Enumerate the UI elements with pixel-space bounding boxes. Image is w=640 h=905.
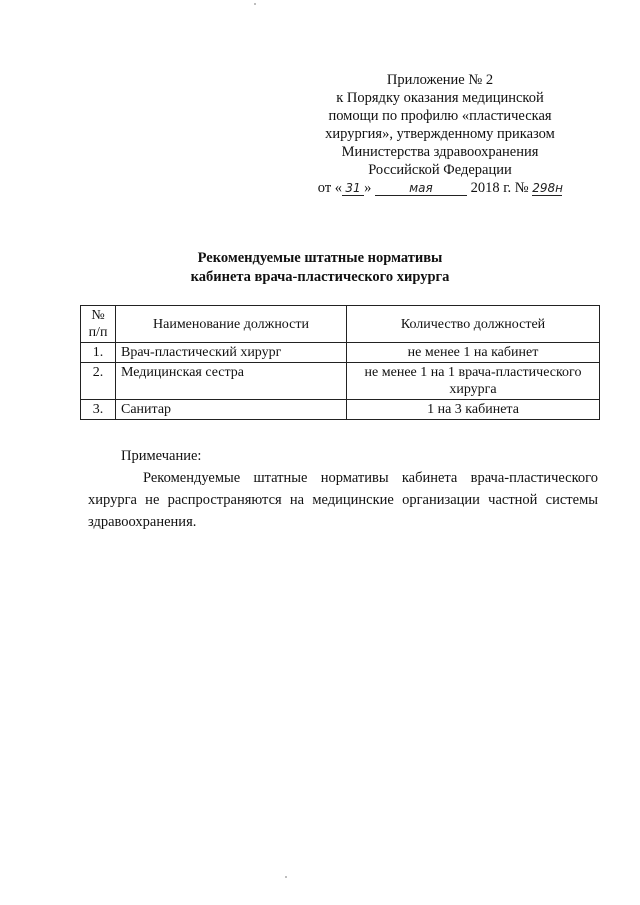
header-name: Наименование должности bbox=[116, 306, 347, 343]
date-year: 2018 г. № bbox=[470, 180, 529, 196]
row-qty: не менее 1 на кабинет bbox=[347, 343, 600, 363]
title-line-2: кабинета врача-пластического хирурга bbox=[190, 269, 450, 285]
note-block bbox=[88, 445, 598, 533]
order-date-line bbox=[300, 179, 580, 197]
table-row bbox=[81, 400, 600, 420]
handwritten-month: мая bbox=[375, 181, 467, 196]
table-row bbox=[81, 363, 600, 400]
appendix-line: Министерства здравоохранения bbox=[341, 144, 539, 160]
scan-speck bbox=[254, 3, 256, 5]
appendix-line: хирургия», утвержденному приказом bbox=[325, 126, 555, 142]
note-text: Рекомендуемые штатные нормативы кабинета врача-пластического хирурга не распространяются на медицинские организации частной системы здравоохранения. bbox=[88, 470, 598, 530]
scan-speck bbox=[285, 876, 287, 878]
appendix-line: Российской Федерации bbox=[368, 162, 512, 178]
row-num: 1. bbox=[81, 343, 116, 363]
date-mid: » bbox=[364, 180, 372, 196]
document-title bbox=[130, 249, 510, 287]
table-row bbox=[81, 343, 600, 363]
header-qty: Количество должностей bbox=[347, 306, 600, 343]
handwritten-order-number: 298н bbox=[532, 181, 563, 195]
row-name: Врач-пластический хирург bbox=[116, 343, 347, 363]
row-name: Медицинская сестра bbox=[116, 363, 347, 400]
appendix-line: Приложение № 2 bbox=[386, 72, 494, 88]
date-prefix: от « bbox=[317, 180, 343, 196]
title-line-1: Рекомендуемые штатные нормативы bbox=[197, 250, 443, 266]
staff-table bbox=[80, 305, 600, 420]
row-qty: 1 на 3 кабинета bbox=[347, 400, 600, 420]
header-num: № п/п bbox=[81, 306, 116, 343]
appendix-header bbox=[300, 71, 580, 197]
handwritten-day: 31 bbox=[342, 181, 364, 196]
row-name: Санитар bbox=[116, 400, 347, 420]
table-header-row bbox=[81, 306, 600, 343]
row-num: 2. bbox=[81, 363, 116, 400]
appendix-line: к Порядку оказания медицинской bbox=[336, 90, 544, 106]
row-num: 3. bbox=[81, 400, 116, 420]
note-label: Примечание: bbox=[121, 448, 202, 464]
row-qty: не менее 1 на 1 врача-пластического хирурга bbox=[347, 363, 600, 400]
appendix-line: помощи по профилю «пластическая bbox=[328, 108, 552, 124]
